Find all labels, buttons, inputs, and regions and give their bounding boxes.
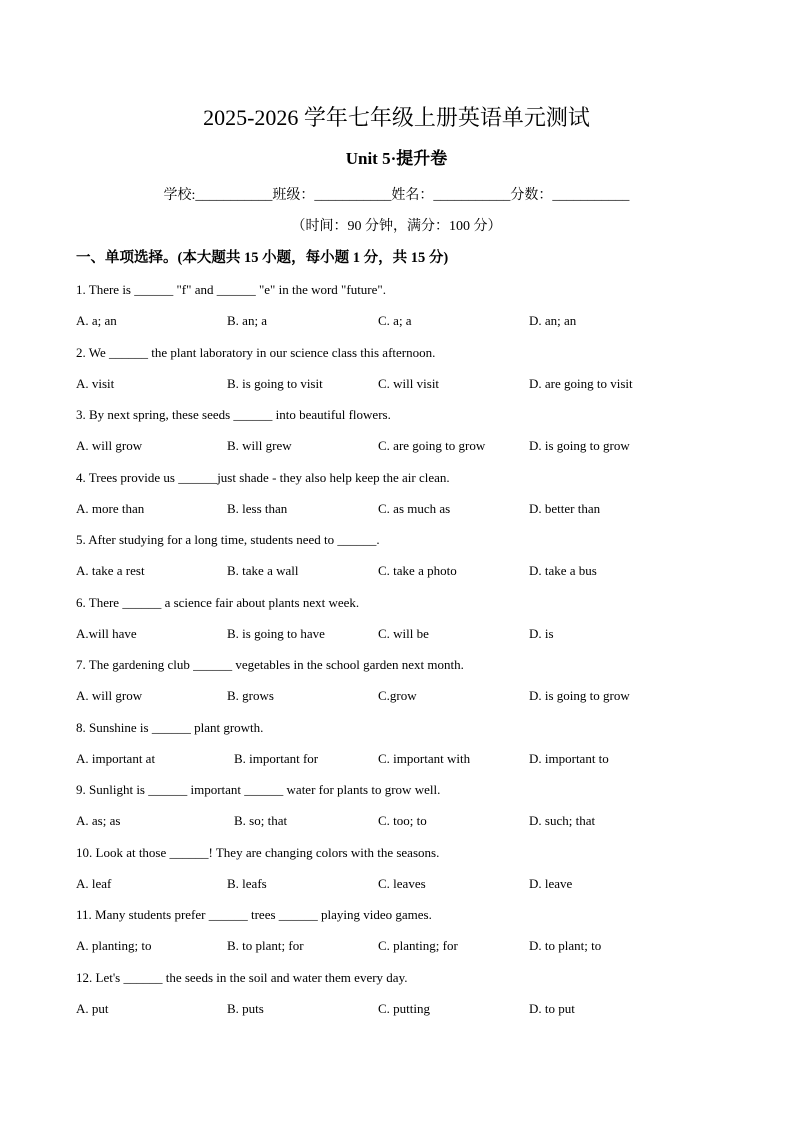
question-options [76, 935, 736, 966]
question-stem: 5. After studying for a long time, students need to ______. [76, 532, 380, 547]
option-a: A. more than [76, 500, 145, 516]
option-a: A. planting; to [76, 938, 152, 954]
option-b: B. so; that [234, 813, 288, 829]
option-a: A. a; an [76, 313, 117, 329]
question-5 [76, 529, 736, 592]
question-options [76, 623, 736, 654]
option-b: B. is going to have [227, 625, 325, 641]
option-d: D. to put [529, 1000, 575, 1016]
option-c: C. putting [378, 1000, 431, 1016]
question-options [76, 560, 736, 591]
question-stem: 3. By next spring, these seeds ______ into beautiful flowers. [76, 407, 391, 422]
question-stem: 10. Look at those ______! They are changing colors with the seasons. [76, 844, 440, 860]
question-options [76, 498, 736, 529]
question-stem: 2. We ______ the plant laboratory in our science class this afternoon. [76, 344, 436, 360]
option-b: B. to plant; for [227, 938, 304, 954]
question-stem: 1. There is ______ "f" and ______ "e" in the word "future". [76, 282, 386, 297]
option-c: C. as much as [378, 500, 451, 516]
option-c: C. planting; for [378, 938, 458, 954]
option-b: B. is going to visit [227, 375, 323, 391]
question-2 [76, 342, 736, 405]
question-6 [76, 592, 736, 655]
question-stem: 9. Sunlight is ______ important ______ water for plants to grow well. [76, 782, 441, 797]
option-b: B. an; a [227, 313, 268, 329]
page-subtitle: Unit 5·提升卷 [345, 149, 448, 168]
option-b: B. take a wall [227, 563, 299, 579]
page-title: 2025-2026 学年七年级上册英语单元测试 [203, 105, 590, 130]
option-d: D. are going to visit [529, 375, 633, 391]
option-d: D. better than [529, 500, 601, 516]
option-c: C. take a photo [378, 563, 457, 579]
question-stem: 7. The gardening club ______ vegetables in the school garden next month. [76, 657, 464, 672]
option-a: A. as; as [76, 813, 121, 829]
question-11 [76, 904, 736, 967]
option-a: A. important at [76, 750, 156, 766]
question-stem: 12. Let's ______ the seeds in the soil and water them every day. [76, 969, 408, 985]
option-b: B. will grew [227, 438, 292, 454]
option-b: B. grows [227, 688, 274, 704]
question-options [76, 435, 736, 466]
option-a: A. take a rest [76, 563, 145, 579]
option-a: A. will grow [76, 688, 143, 704]
option-d: D. important to [529, 750, 609, 766]
option-d: D. to plant; to [529, 938, 602, 954]
option-c: C. leaves [378, 875, 426, 891]
option-c: C. a; a [378, 313, 412, 329]
option-d: D. an; an [529, 313, 577, 329]
question-7 [76, 654, 736, 717]
option-b: B. less than [227, 500, 288, 516]
option-c: C.grow [378, 688, 417, 704]
option-d: D. leave [529, 875, 573, 891]
option-c: C. important with [378, 750, 471, 766]
question-options [76, 873, 736, 904]
question-stem: 8. Sunshine is ______ plant growth. [76, 719, 264, 735]
question-stem: 11. Many students prefer ______ trees ______ playing video games. [76, 907, 432, 922]
question-options [76, 685, 736, 716]
option-b: B. important for [234, 750, 319, 766]
question-options [76, 810, 736, 841]
option-c: C. too; to [378, 813, 427, 829]
question-options [76, 998, 736, 1029]
question-9 [76, 779, 736, 842]
option-a: A. put [76, 1000, 109, 1016]
question-options [76, 373, 736, 404]
option-c: C. will visit [378, 375, 440, 391]
option-d: D. is going to grow [529, 438, 630, 454]
option-b: B. leafs [227, 875, 267, 891]
question-options [76, 748, 736, 779]
option-c: C. will be [378, 625, 429, 641]
question-3 [76, 404, 736, 467]
student-info-line: 学校:___________班级：___________姓名：___________分数：___________ [163, 188, 630, 203]
section-heading: 一、单项选择。(本大题共 15 小题，每小题 1 分，共 15 分) [76, 250, 449, 266]
question-stem: 6. There ______ a science fair about plants next week. [76, 594, 360, 610]
question-list [76, 279, 736, 1029]
option-d: D. such; that [529, 813, 596, 829]
option-a: A. visit [76, 375, 115, 391]
exam-time-line: （时间：90 分钟，满分：100 分） [291, 219, 502, 234]
question-stem: 4. Trees provide us ______just shade - they also help keep the air clean. [76, 469, 450, 485]
question-10 [76, 842, 736, 905]
option-c: C. are going to grow [378, 438, 486, 454]
question-12 [76, 967, 736, 1030]
question-1 [76, 279, 736, 342]
question-4 [76, 467, 736, 530]
question-options [76, 310, 736, 341]
option-d: D. is going to grow [529, 688, 630, 704]
option-a: A.will have [76, 625, 137, 641]
option-a: A. will grow [76, 438, 143, 454]
option-d: D. is [529, 625, 554, 641]
option-a: A. leaf [76, 875, 112, 891]
question-8 [76, 717, 736, 780]
option-b: B. puts [227, 1000, 264, 1016]
option-d: D. take a bus [529, 563, 597, 579]
